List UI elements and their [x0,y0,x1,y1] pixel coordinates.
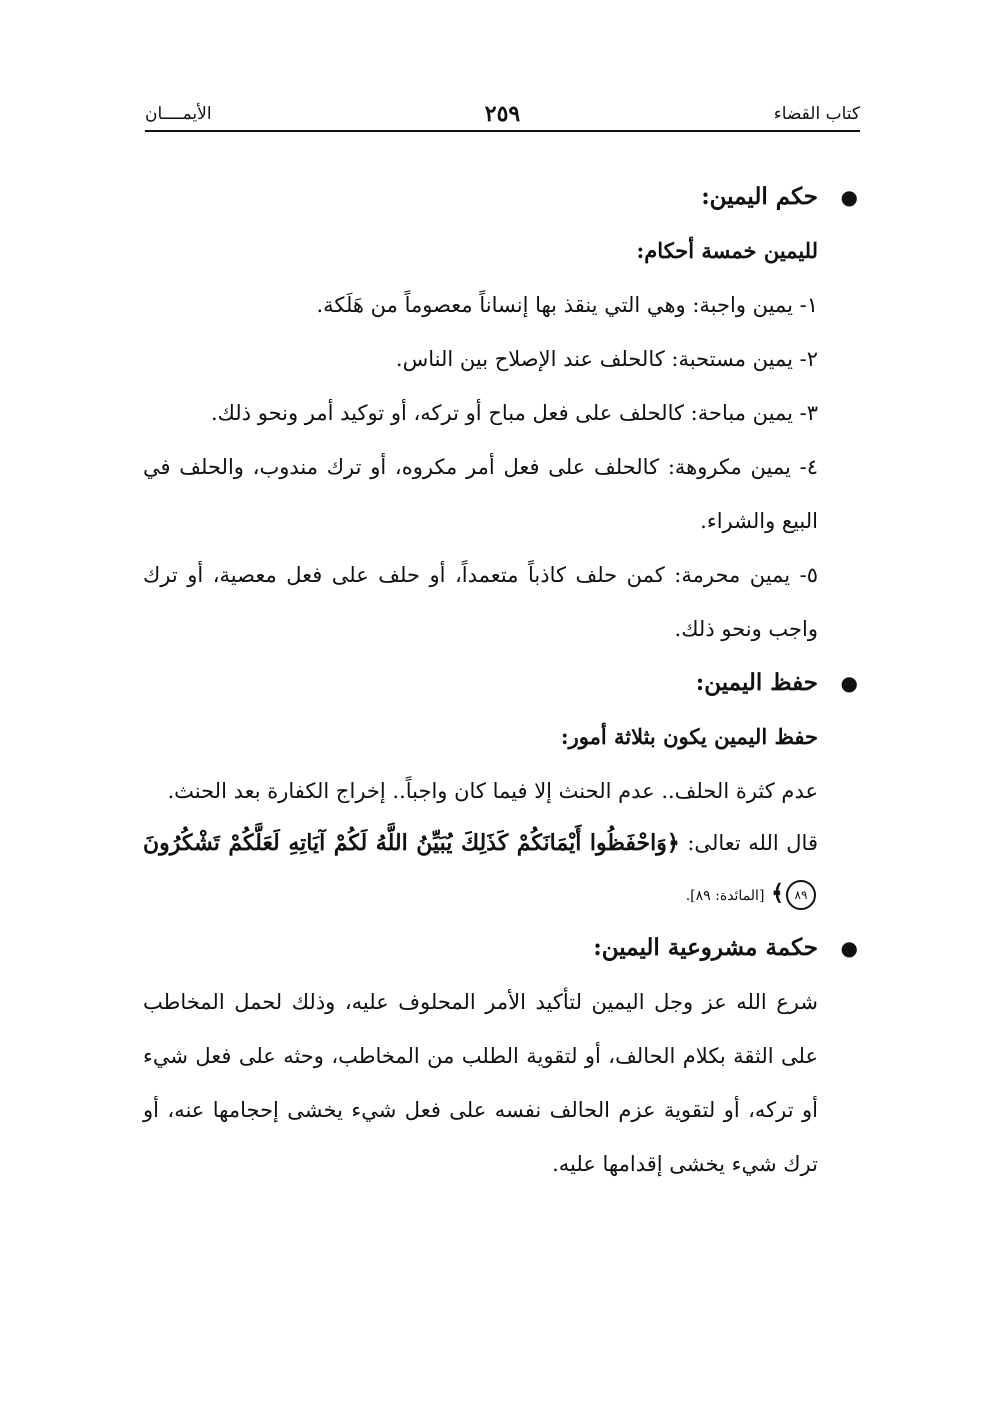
quote-prefix: قال الله تعالى: [687,831,818,855]
ayah-number-icon: ٨٩ [786,880,816,910]
subheading: حفظ اليمين يكون بثلاثة أمور: [560,724,818,749]
section-title: حكمة مشروعية اليمين: [593,934,818,961]
list-item: ٢- يمين مستحبة: كالحلف عند الإصلاح بين الناس. [395,347,818,371]
quran-close: ﴾ [771,880,784,906]
quran-quote [143,818,818,921]
bullet-icon: ● [840,185,858,209]
quran-reference: [المائدة: ٨٩]. [685,888,765,904]
chapter-title: الأيمــــان [145,104,212,124]
page-content [143,170,858,1191]
list-item: ٥- يمين محرمة: كمن حلف كاذباً متعمداً، أو حلف على فعل معصية، أو ترك واجب ونحو ذلك. [143,563,818,641]
list-item: ٣- يمين مباحة: كالحلف على فعل مباح أو تركه، أو توكيد أمر ونحو ذلك. [210,401,818,425]
subheading: لليمين خمسة أحكام: [636,238,818,263]
section-heading-keeping [143,656,858,710]
bullet-icon: ● [840,936,858,960]
paragraph: عدم كثرة الحلف.. عدم الحنث إلا فيما كان واجباً.. إخراج الكفارة بعد الحنث. [167,779,818,803]
bullet-icon: ● [840,671,858,695]
section-title: حكم اليمين: [701,183,818,210]
section-heading-wisdom [143,921,858,975]
quran-verse: ﴿وَاحْفَظُوا أَيْمَانَكُمْ كَذَلِكَ يُبَيِّنُ اللَّهُ لَكُمْ آيَاتِهِ لَعَلَّكُمْ تَشْكُرُونَ [143,830,680,856]
book-title: كتاب القضاء [773,104,860,124]
list-item: ٤- يمين مكروهة: كالحلف على فعل أمر مكروه، أو ترك مندوب، والحلف في البيع والشراء. [143,455,818,533]
paragraph: شرع الله عز وجل اليمين لتأكيد الأمر المحلوف عليه، وذلك لحمل المخاطب على الثقة بكلام الحالف، أو لتقوية الطلب من المخاطب، وحثه على فعل شيء أو تركه، أو لتقوية عزم الحالف نفسه على فعل شيء يخشى إحجامها عنه، أو ترك شيء يخشى إقدامها عليه. [143,990,818,1176]
list-item: ١- يمين واجبة: وهي التي ينقذ بها إنساناً معصوماً من هَلَكة. [316,293,818,317]
page-header [145,100,860,132]
section-heading-ruling [143,170,858,224]
section-title: حفظ اليمين: [695,669,818,696]
page-number: ٢٥٩ [484,101,521,127]
